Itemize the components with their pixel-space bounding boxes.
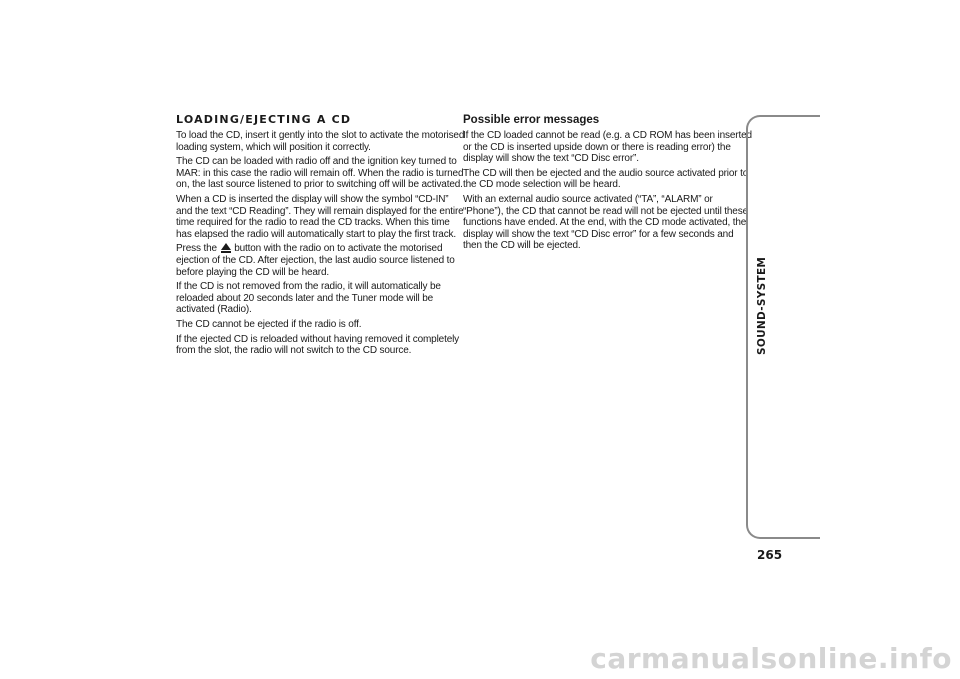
paragraph-eject — [176, 243, 466, 278]
eject-icon — [221, 243, 231, 250]
paragraph: The CD cannot be ejected if the radio is off. — [176, 318, 362, 330]
paragraph: If the ejected CD is reloaded without having removed it completely from the slot, the radio will not switch to the CD source. — [176, 333, 460, 357]
paragraph: If the CD is not removed from the radio, it will automatically be reloaded about 20 seconds later and the Tuner mode will be activated (Radio). — [176, 281, 441, 316]
paragraph: When a CD is inserted the display will show the symbol “CD-IN” and the text “CD Reading”. They will remain displayed for the entire time required for the radio to read the CD tracks. When this time has elapsed the radio will automatically start to play the first track. — [176, 193, 464, 240]
paragraph: To load the CD, insert it gently into the slot to activate the motorised loading system, which will position it correctly. — [176, 130, 465, 153]
paragraph: If the CD loaded cannot be read (e.g. a CD ROM has been inserted or the CD is inserted upside down or there is reading error) the display will show the text “CD Disc error”. — [463, 130, 752, 165]
right-column — [463, 113, 753, 255]
watermark: carmanualsonline.info — [590, 642, 952, 675]
paragraph: The CD will then be ejected and the audio source activated prior to the CD mode selection will be heard. — [463, 167, 749, 191]
chapter-label — [756, 256, 776, 375]
subsection-heading: Possible error messages — [463, 114, 600, 126]
chapter-label-text: SOUND-SYSTEM — [756, 256, 768, 355]
press-prefix: Press the — [176, 243, 217, 255]
paragraph: The CD can be loaded with radio off and the ignition key turned to MAR: in this case the radio will remain off. When the radio is turned on, the last source listened to prior to switching off will be activated. — [176, 156, 464, 191]
section-heading: LOADING/EJECTING A CD — [176, 113, 352, 126]
press-suffix: button with the radio on to activate the motorised ejection of the CD. After ejection, the last audio source listened to before playing the CD will be heard. — [176, 243, 455, 278]
paragraph: With an external audio source activated (“TA”, “ALARM” or “Phone”), the CD that cannot be read will not be ejected until these functions have ended. At the end, with the CD mode activated, the display will show the text “CD Disc error” for a few seconds and then the CD will be ejected. — [463, 193, 748, 252]
page-number: 265 — [757, 548, 783, 562]
left-column — [176, 113, 466, 360]
